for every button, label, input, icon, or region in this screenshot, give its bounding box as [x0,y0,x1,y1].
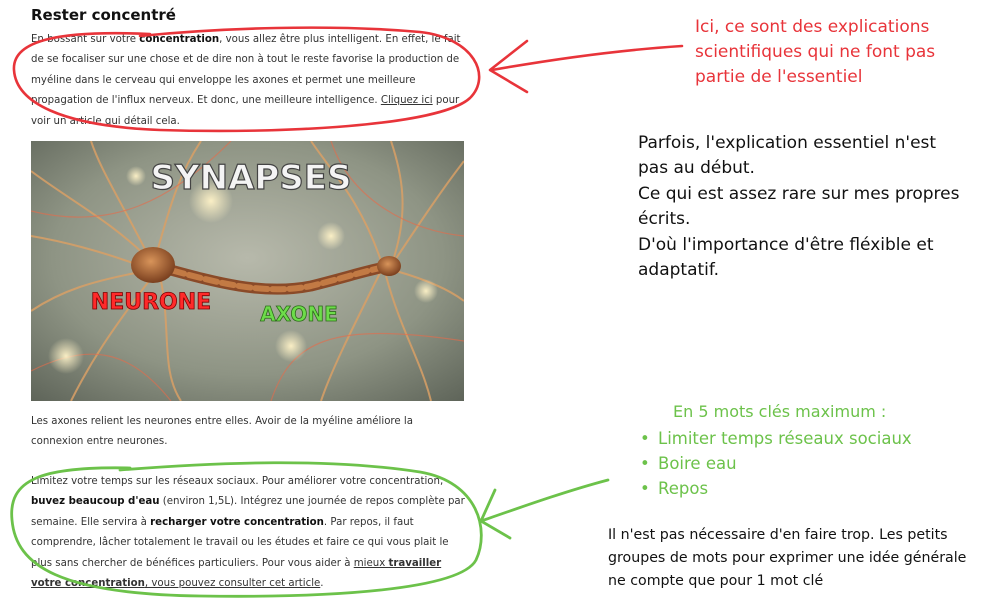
neuron-illustration [31,141,464,401]
p3-text-i: . [320,578,324,590]
p1-text-a: En bossant sur votre [31,34,140,45]
red-annotation-note: Ici, ce sont des explications scientifiques qui ne font pas partie de l'essentiel [695,17,936,87]
p1-bold-concentration: concentration [139,34,220,45]
p1-text-c: , vous allez être plus intelligent. En effet, le fait de se focaliser sur une chose et de dire non à tout le reste favorise la production de myéline dans le cerveau qui enveloppe les axones et permet une meilleure propagation de l'influx nerveux. Et donc, une meilleure intelligence. [31,34,461,107]
black-note-line: Parfois, l'explication essentiel n'est [638,133,937,153]
green-arrow-mark [484,480,608,520]
black-note-line: adaptatif. [638,260,720,281]
paragraph-axones: Les axones relient les neurones entre elles. Avoir de la myéline améliore la connexion entre neurones. [31,416,413,448]
p1-text-d: pour voir un article qui détail cela. [31,95,460,127]
p3-text-c: (environ 1,5L). Intégrez une journée de repos complète par semaine. Elle servira à [31,496,465,528]
p3-bold-eau: buvez beaucoup d'eau [31,496,160,508]
cliquez-ici-link[interactable]: Cliquez ici [380,95,433,107]
black-note-line: écrits. [638,209,691,230]
synapses-image [31,141,464,401]
keywords-title: En 5 mots clés maximum : [673,402,887,421]
keyword-item [640,426,912,451]
small-annotation-note [608,524,998,593]
black-annotation-note [638,131,993,283]
mieux-link[interactable]: mieux [353,557,389,569]
paragraph-science [31,30,463,132]
keyword-text: Repos [658,479,709,498]
black-note-line: Ce qui est assez rare sur mes propres [638,183,960,204]
keyword-text: Boire eau [658,454,737,473]
bullet-icon: • [640,454,650,473]
keywords-list [640,426,912,501]
travailler-concentration-link[interactable]: travailler votre concentration [31,557,442,590]
red-arrowhead-mark [490,41,527,92]
small-note-line: groupes de mots pour exprimer une idée générale [608,550,967,566]
article-heading: Rester concentré [31,6,176,24]
small-note-line: Il n'est pas nécessaire d'en faire trop. Les petits [608,527,948,543]
bullet-icon: • [640,479,650,498]
keyword-item [640,451,912,476]
green-arrowhead-mark [481,490,510,538]
image-title-synapses: SYNAPSES [150,158,352,198]
p3-text-a: Limitez votre temps sur les réseaux sociaux. Pour améliorer votre concentration, [31,476,444,487]
paragraph-essentials [31,472,471,594]
keyword-item [640,476,912,501]
black-note-line: D'où l'importance d'être fléxible et [638,234,934,255]
consulter-article-link[interactable]: , vous pouvez consulter cet article [144,578,321,590]
p3-text-e: . Par repos, il faut comprendre, lâcher totalement le travail ou les études et faire ce qui vous plait le plus sans chercher de bénéfices particuliers. Pour vous aider à [31,516,449,569]
bullet-icon: • [640,429,650,448]
keyword-text: Limiter temps réseaux sociaux [658,429,912,448]
small-note-line: ne compte que pour 1 mot clé [608,573,824,589]
image-label-axone: AXONE [260,302,338,326]
image-label-neurone: NEURONE [90,290,212,315]
red-arrow-mark [492,46,682,70]
black-note-line: pas au début. [638,158,755,179]
p3-bold-recharger: recharger votre concentration [150,516,324,528]
